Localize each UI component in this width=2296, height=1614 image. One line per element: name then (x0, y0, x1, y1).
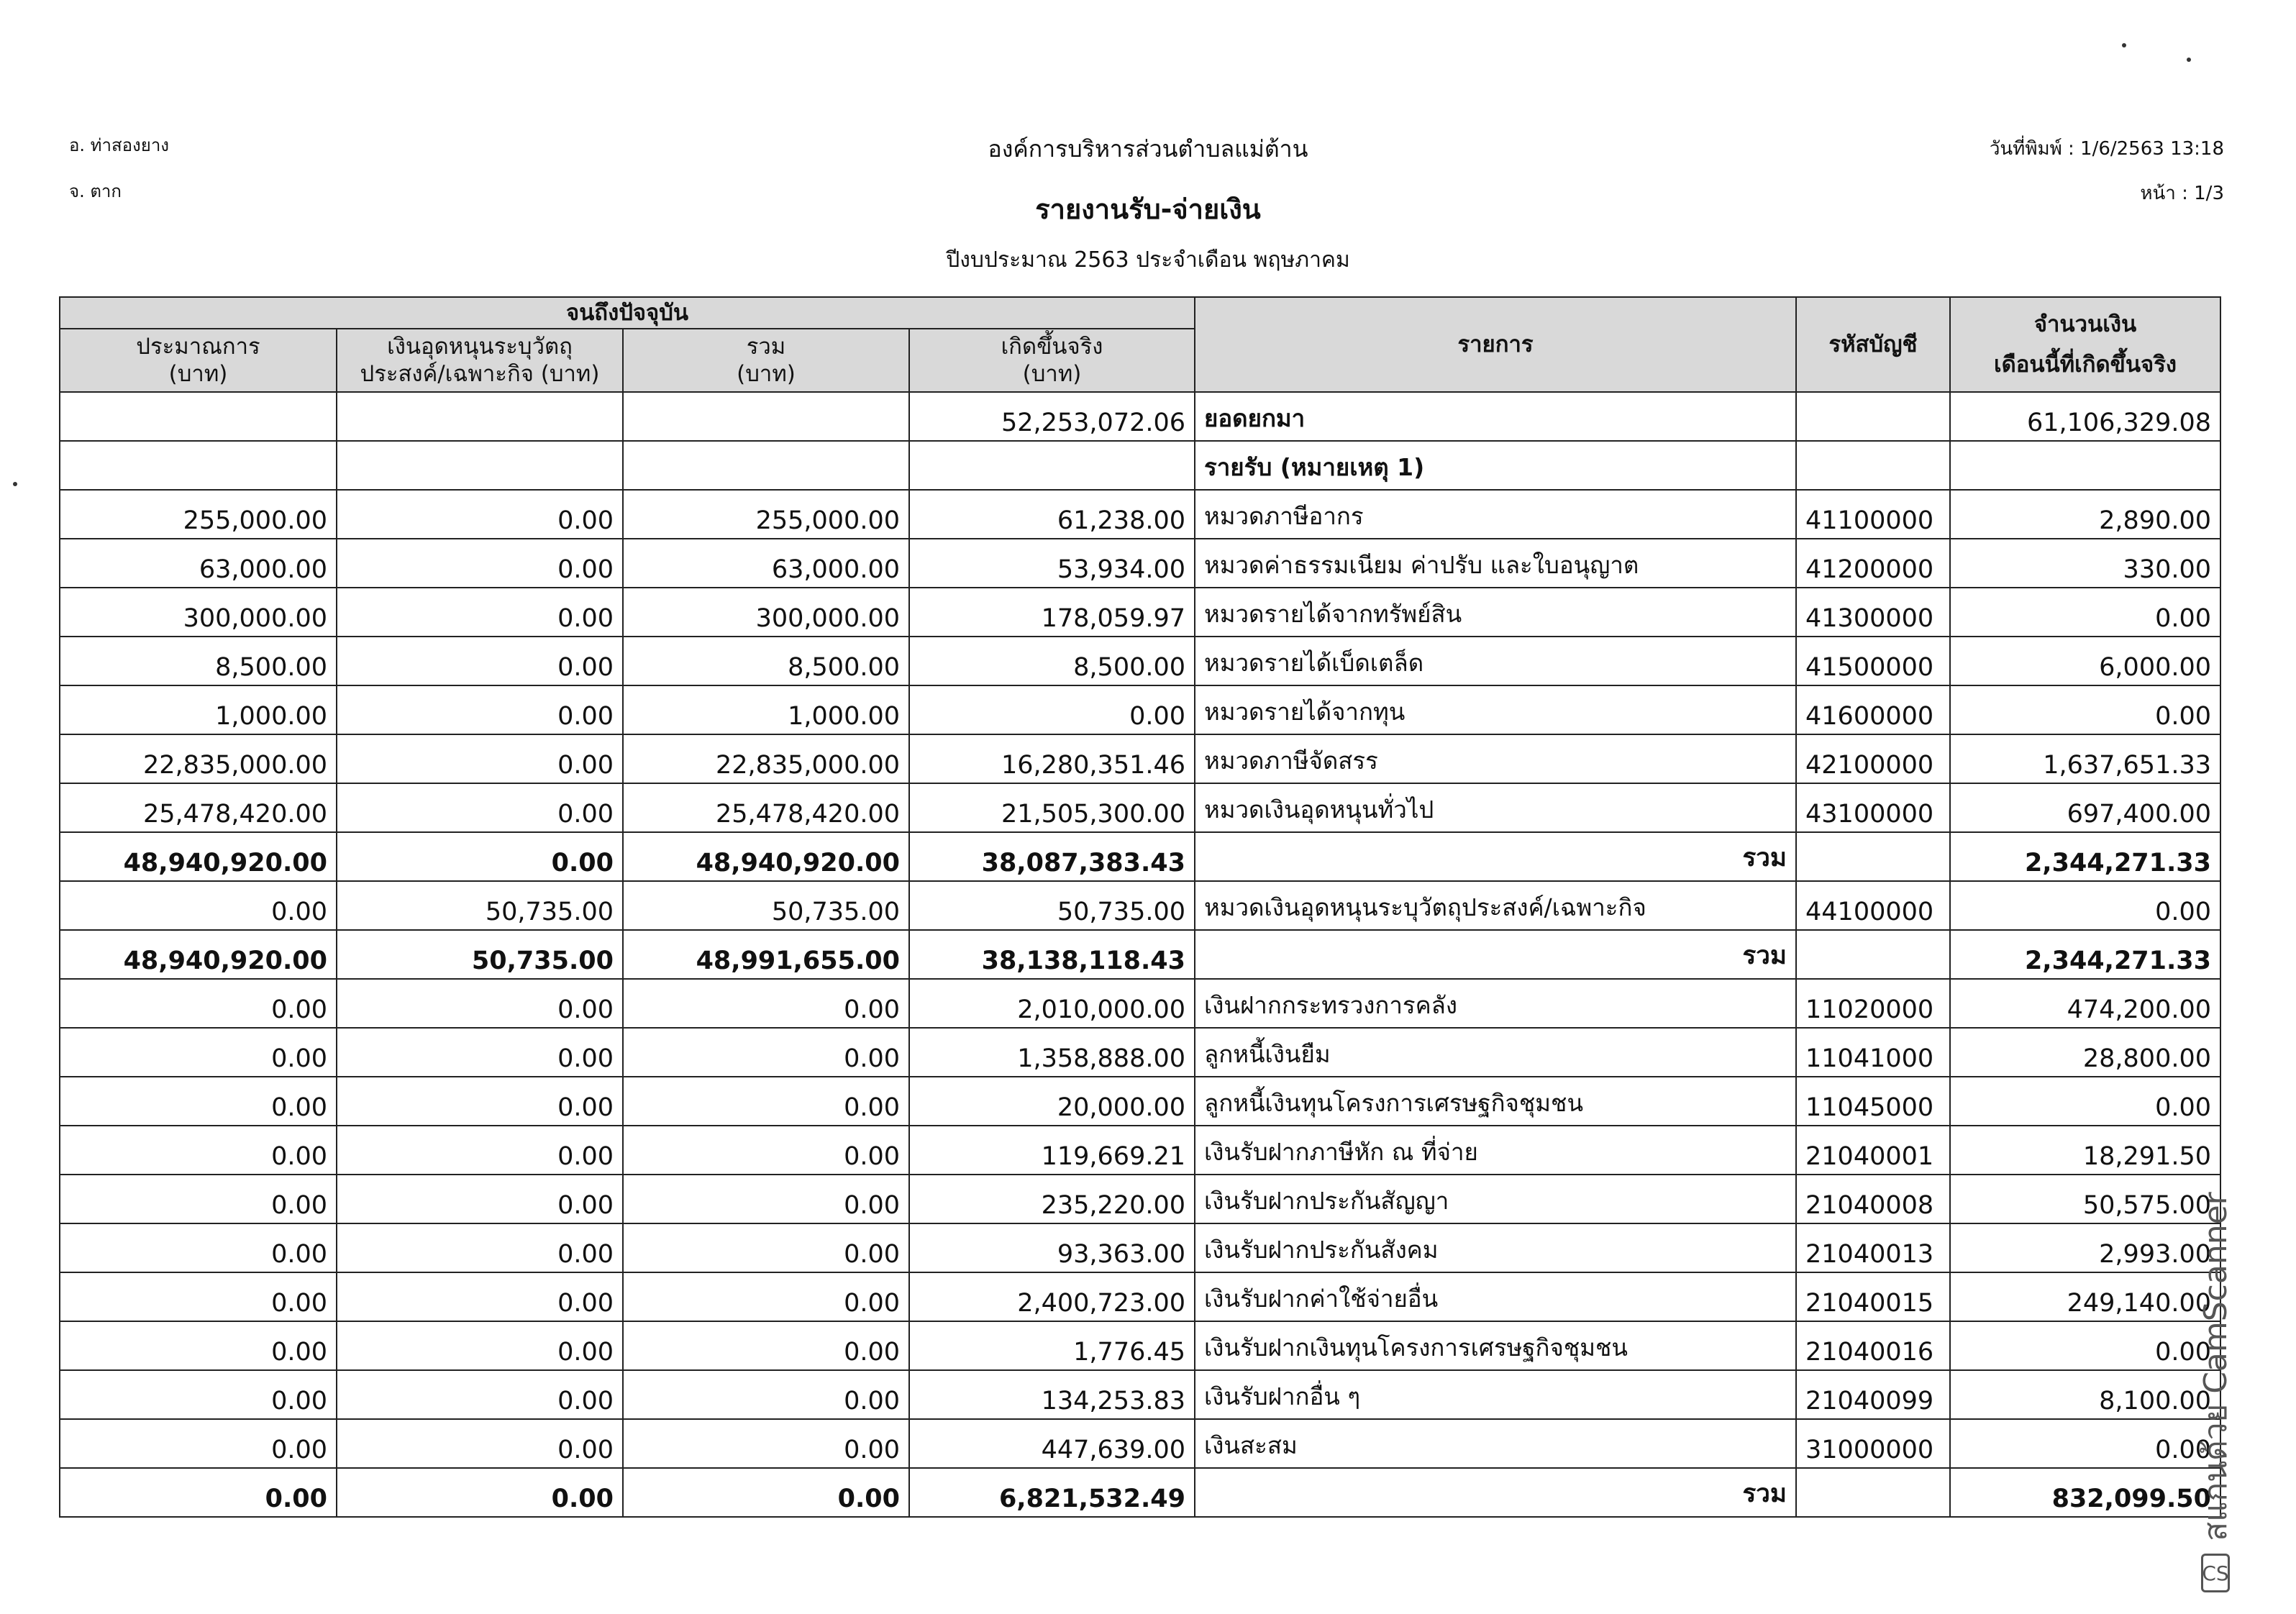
col-header-amount-line1: จำนวนเงิน (2033, 311, 2137, 337)
cell-budget: 63,000.00 (60, 539, 337, 588)
organization-name: องค์การบริหารส่วนตำบลแม่ต้าน (988, 135, 1308, 163)
cell-budget: 1,000.00 (60, 685, 337, 734)
cell-amount: 50,575.00 (1950, 1175, 2220, 1223)
col-header-actual-line1: เกิดขึ้นจริง (1001, 334, 1103, 360)
cell-code (1796, 392, 1950, 441)
cell-actual: 1,358,888.00 (909, 1028, 1195, 1077)
cell-code: 43100000 (1796, 783, 1950, 832)
cell-sum: 8,500.00 (623, 637, 909, 685)
table-row (60, 588, 2220, 637)
cell-sum: 0.00 (623, 1223, 909, 1272)
table-row (60, 1175, 2220, 1223)
cell-code: 21040001 (1796, 1126, 1950, 1175)
cell-actual: 119,669.21 (909, 1126, 1195, 1175)
cell-budget: 0.00 (60, 1419, 337, 1468)
cell-item: หมวดเงินอุดหนุนทั่วไป (1195, 783, 1796, 832)
cell-code: 11045000 (1796, 1077, 1950, 1126)
cell-sum: 255,000.00 (623, 490, 909, 539)
cell-grant: 0.00 (337, 1126, 623, 1175)
cell-actual: 1,776.45 (909, 1321, 1195, 1370)
cell-grant: 0.00 (337, 685, 623, 734)
cell-amount (1950, 441, 2220, 490)
col-header-budget-line1: ประมาณการ (136, 334, 260, 360)
page-number: หน้า : 1/3 (2140, 183, 2224, 204)
cell-code (1796, 441, 1950, 490)
cell-item: เงินฝากกระทรวงการคลัง (1195, 979, 1796, 1028)
cell-budget: 8,500.00 (60, 637, 337, 685)
cell-actual: 50,735.00 (909, 881, 1195, 930)
cell-code (1796, 930, 1950, 979)
cell-code (1796, 1468, 1950, 1517)
cell-grant: 0.00 (337, 832, 623, 881)
cell-amount: 28,800.00 (1950, 1028, 2220, 1077)
table-row (60, 637, 2220, 685)
cell-budget: 48,940,920.00 (60, 930, 337, 979)
cell-sum: 63,000.00 (623, 539, 909, 588)
camscanner-logo-icon: CS (2201, 1554, 2230, 1592)
cell-grant: 0.00 (337, 1077, 623, 1126)
cell-budget: 0.00 (60, 1468, 337, 1517)
cell-grant (337, 441, 623, 490)
table-row (60, 1028, 2220, 1077)
cell-grant: 0.00 (337, 1321, 623, 1370)
col-header-grant (337, 329, 623, 392)
table-row (60, 1126, 2220, 1175)
col-header-amount (1950, 297, 2220, 392)
cell-item: หมวดเงินอุดหนุนระบุวัตถุประสงค์/เฉพาะกิจ (1195, 881, 1796, 930)
cell-grant: 0.00 (337, 783, 623, 832)
cell-code: 31000000 (1796, 1419, 1950, 1468)
cell-item: เงินรับฝากค่าใช้จ่ายอื่น (1195, 1272, 1796, 1321)
cell-grant: 0.00 (337, 1223, 623, 1272)
cell-code: 41500000 (1796, 637, 1950, 685)
cell-grant: 0.00 (337, 1468, 623, 1517)
col-header-amount-line2: เดือนนี้ที่เกิดขึ้นจริง (1994, 352, 2177, 378)
cell-amount: 0.00 (1950, 588, 2220, 637)
table-row (60, 979, 2220, 1028)
cell-budget: 0.00 (60, 1175, 337, 1223)
cell-sum: 48,940,920.00 (623, 832, 909, 881)
table-row (60, 1272, 2220, 1321)
cell-item: เงินรับฝากเงินทุนโครงการเศรษฐกิจชุมชน (1195, 1321, 1796, 1370)
cell-amount: 0.00 (1950, 685, 2220, 734)
table-row (60, 490, 2220, 539)
cell-budget: 300,000.00 (60, 588, 337, 637)
table-row (60, 1077, 2220, 1126)
cell-item: รวม (1195, 832, 1796, 881)
cell-budget: 0.00 (60, 1321, 337, 1370)
col-header-actual-line2: (บาท) (1022, 361, 1082, 387)
cell-amount: 249,140.00 (1950, 1272, 2220, 1321)
cell-code: 11041000 (1796, 1028, 1950, 1077)
report-table (59, 296, 2221, 1518)
cell-budget: 0.00 (60, 1028, 337, 1077)
cell-amount: 61,106,329.08 (1950, 392, 2220, 441)
cell-amount: 0.00 (1950, 1419, 2220, 1468)
table-row (60, 1419, 2220, 1468)
cell-grant: 50,735.00 (337, 930, 623, 979)
total-row (60, 832, 2220, 881)
cell-amount: 2,890.00 (1950, 490, 2220, 539)
cell-budget: 0.00 (60, 881, 337, 930)
cell-amount: 1,637,651.33 (1950, 734, 2220, 783)
cell-code: 21040008 (1796, 1175, 1950, 1223)
cell-sum: 1,000.00 (623, 685, 909, 734)
cell-actual: 235,220.00 (909, 1175, 1195, 1223)
cell-grant: 50,735.00 (337, 881, 623, 930)
cell-amount: 474,200.00 (1950, 979, 2220, 1028)
cell-actual: 52,253,072.06 (909, 392, 1195, 441)
camscanner-text: สแกนด้วย CamScanner (2197, 1192, 2234, 1541)
cell-sum: 0.00 (623, 1419, 909, 1468)
cell-actual: 21,505,300.00 (909, 783, 1195, 832)
cell-code: 42100000 (1796, 734, 1950, 783)
cell-sum: 0.00 (623, 1077, 909, 1126)
cell-amount: 2,344,271.33 (1950, 832, 2220, 881)
cell-item: หมวดรายได้จากทรัพย์สิน (1195, 588, 1796, 637)
cell-budget (60, 441, 337, 490)
table-row (60, 685, 2220, 734)
cell-sum: 300,000.00 (623, 588, 909, 637)
cell-code: 11020000 (1796, 979, 1950, 1028)
cell-grant: 0.00 (337, 1370, 623, 1419)
cell-grant (337, 392, 623, 441)
cell-amount: 6,000.00 (1950, 637, 2220, 685)
cell-code: 21040099 (1796, 1370, 1950, 1419)
cell-item: รวม (1195, 930, 1796, 979)
cell-budget: 0.00 (60, 1077, 337, 1126)
col-header-grant-line1: เงินอุดหนุนระบุวัตถุ (387, 334, 573, 360)
cell-budget: 0.00 (60, 1272, 337, 1321)
cell-budget: 0.00 (60, 979, 337, 1028)
cell-grant: 0.00 (337, 539, 623, 588)
cell-amount: 0.00 (1950, 1321, 2220, 1370)
cell-actual: 93,363.00 (909, 1223, 1195, 1272)
cell-amount: 2,344,271.33 (1950, 930, 2220, 979)
cell-item: เงินสะสม (1195, 1419, 1796, 1468)
cell-actual: 6,821,532.49 (909, 1468, 1195, 1517)
cell-amount: 18,291.50 (1950, 1126, 2220, 1175)
cell-actual: 38,138,118.43 (909, 930, 1195, 979)
col-header-sum (623, 329, 909, 392)
cell-item: ลูกหนี้เงินยืม (1195, 1028, 1796, 1077)
col-header-budget (60, 329, 337, 392)
cell-sum: 0.00 (623, 1468, 909, 1517)
cell-actual: 0.00 (909, 685, 1195, 734)
cell-budget: 0.00 (60, 1370, 337, 1419)
cell-actual: 16,280,351.46 (909, 734, 1195, 783)
table-row (60, 734, 2220, 783)
cell-sum: 0.00 (623, 1175, 909, 1223)
total-row (60, 1468, 2220, 1517)
cell-item: รายรับ (หมายเหตุ 1) (1195, 441, 1796, 490)
table-row (60, 392, 2220, 441)
table-row (60, 1223, 2220, 1272)
cell-code: 21040015 (1796, 1272, 1950, 1321)
cell-sum: 22,835,000.00 (623, 734, 909, 783)
col-header-sum-line2: (บาท) (737, 361, 796, 387)
cell-grant: 0.00 (337, 979, 623, 1028)
col-header-budget-line2: (บาท) (168, 361, 228, 387)
cell-actual: 447,639.00 (909, 1419, 1195, 1468)
cell-budget: 255,000.00 (60, 490, 337, 539)
cell-code: 21040016 (1796, 1321, 1950, 1370)
cell-actual: 61,238.00 (909, 490, 1195, 539)
cell-amount: 832,099.50 (1950, 1468, 2220, 1517)
cell-item: หมวดภาษีอากร (1195, 490, 1796, 539)
cell-code: 21040013 (1796, 1223, 1950, 1272)
cell-grant: 0.00 (337, 1028, 623, 1077)
cell-item: หมวดรายได้จากทุน (1195, 685, 1796, 734)
cell-code (1796, 832, 1950, 881)
cell-budget: 48,940,920.00 (60, 832, 337, 881)
cell-actual: 178,059.97 (909, 588, 1195, 637)
cell-grant: 0.00 (337, 1419, 623, 1468)
cell-item: เงินรับฝากประกันสัญญา (1195, 1175, 1796, 1223)
cell-sum: 0.00 (623, 1272, 909, 1321)
cell-code: 41100000 (1796, 490, 1950, 539)
cell-budget: 0.00 (60, 1223, 337, 1272)
table-row (60, 783, 2220, 832)
cell-item: รวม (1195, 1468, 1796, 1517)
cell-amount: 2,993.00 (1950, 1223, 2220, 1272)
table-row (60, 539, 2220, 588)
cell-grant: 0.00 (337, 637, 623, 685)
cell-item: ยอดยกมา (1195, 392, 1796, 441)
cell-actual: 2,010,000.00 (909, 979, 1195, 1028)
province-label: จ. ตาก (69, 181, 122, 201)
cell-item: เงินรับฝากอื่น ๆ (1195, 1370, 1796, 1419)
cell-actual: 53,934.00 (909, 539, 1195, 588)
cell-actual: 20,000.00 (909, 1077, 1195, 1126)
cell-budget: 0.00 (60, 1126, 337, 1175)
report-title: รายงานรับ-จ่ายเงิน (1035, 193, 1261, 225)
table-row (60, 1370, 2220, 1419)
table-row (60, 441, 2220, 490)
cell-budget: 22,835,000.00 (60, 734, 337, 783)
cell-amount: 8,100.00 (1950, 1370, 2220, 1419)
col-header-actual (909, 329, 1195, 392)
cell-amount: 697,400.00 (1950, 783, 2220, 832)
col-header-item: รายการ (1195, 297, 1796, 392)
cell-code: 41600000 (1796, 685, 1950, 734)
total-row (60, 930, 2220, 979)
cell-sum: 50,735.00 (623, 881, 909, 930)
cell-item: ลูกหนี้เงินทุนโครงการเศรษฐกิจชุมชน (1195, 1077, 1796, 1126)
cell-sum (623, 392, 909, 441)
cell-sum (623, 441, 909, 490)
cell-sum: 0.00 (623, 1028, 909, 1077)
cell-sum: 0.00 (623, 1370, 909, 1419)
cell-sum: 0.00 (623, 979, 909, 1028)
cell-item: เงินรับฝากภาษีหัก ณ ที่จ่าย (1195, 1126, 1796, 1175)
district-label: อ. ท่าสองยาง (69, 135, 170, 155)
cell-item: หมวดค่าธรรมเนียม ค่าปรับ และใบอนุญาต (1195, 539, 1796, 588)
cell-budget (60, 392, 337, 441)
print-date: วันที่พิมพ์ : 1/6/2563 13:18 (1989, 138, 2224, 160)
col-header-grant-line2: ประสงค์/เฉพาะกิจ (บาท) (360, 361, 600, 387)
cell-grant: 0.00 (337, 1272, 623, 1321)
cell-actual: 134,253.83 (909, 1370, 1195, 1419)
table-row (60, 1321, 2220, 1370)
cell-grant: 0.00 (337, 734, 623, 783)
table-row (60, 881, 2220, 930)
group-header-to-date: จนถึงปัจจุบัน (60, 297, 1195, 329)
cell-item: หมวดรายได้เบ็ดเตล็ด (1195, 637, 1796, 685)
cell-grant: 0.00 (337, 588, 623, 637)
col-header-sum-line1: รวม (746, 334, 786, 360)
cell-actual: 38,087,383.43 (909, 832, 1195, 881)
cell-code: 41300000 (1796, 588, 1950, 637)
cell-sum: 0.00 (623, 1126, 909, 1175)
cell-grant: 0.00 (337, 1175, 623, 1223)
cell-actual (909, 441, 1195, 490)
cell-sum: 48,991,655.00 (623, 930, 909, 979)
cell-budget: 25,478,420.00 (60, 783, 337, 832)
scan-speck (13, 482, 17, 486)
cell-grant: 0.00 (337, 490, 623, 539)
cell-actual: 2,400,723.00 (909, 1272, 1195, 1321)
cell-item: หมวดภาษีจัดสรร (1195, 734, 1796, 783)
cell-code: 44100000 (1796, 881, 1950, 930)
cell-item: เงินรับฝากประกันสังคม (1195, 1223, 1796, 1272)
cell-sum: 0.00 (623, 1321, 909, 1370)
cell-amount: 0.00 (1950, 1077, 2220, 1126)
report-subtitle: ปีงบประมาณ 2563 ประจำเดือน พฤษภาคม (946, 247, 1350, 273)
cell-amount: 330.00 (1950, 539, 2220, 588)
scan-speck (2122, 43, 2126, 47)
cell-actual: 8,500.00 (909, 637, 1195, 685)
scan-speck (2187, 58, 2191, 62)
camscanner-watermark (2197, 1151, 2234, 1582)
col-header-code: รหัสบัญชี (1796, 297, 1950, 392)
cell-amount: 0.00 (1950, 881, 2220, 930)
cell-code: 41200000 (1796, 539, 1950, 588)
cell-sum: 25,478,420.00 (623, 783, 909, 832)
